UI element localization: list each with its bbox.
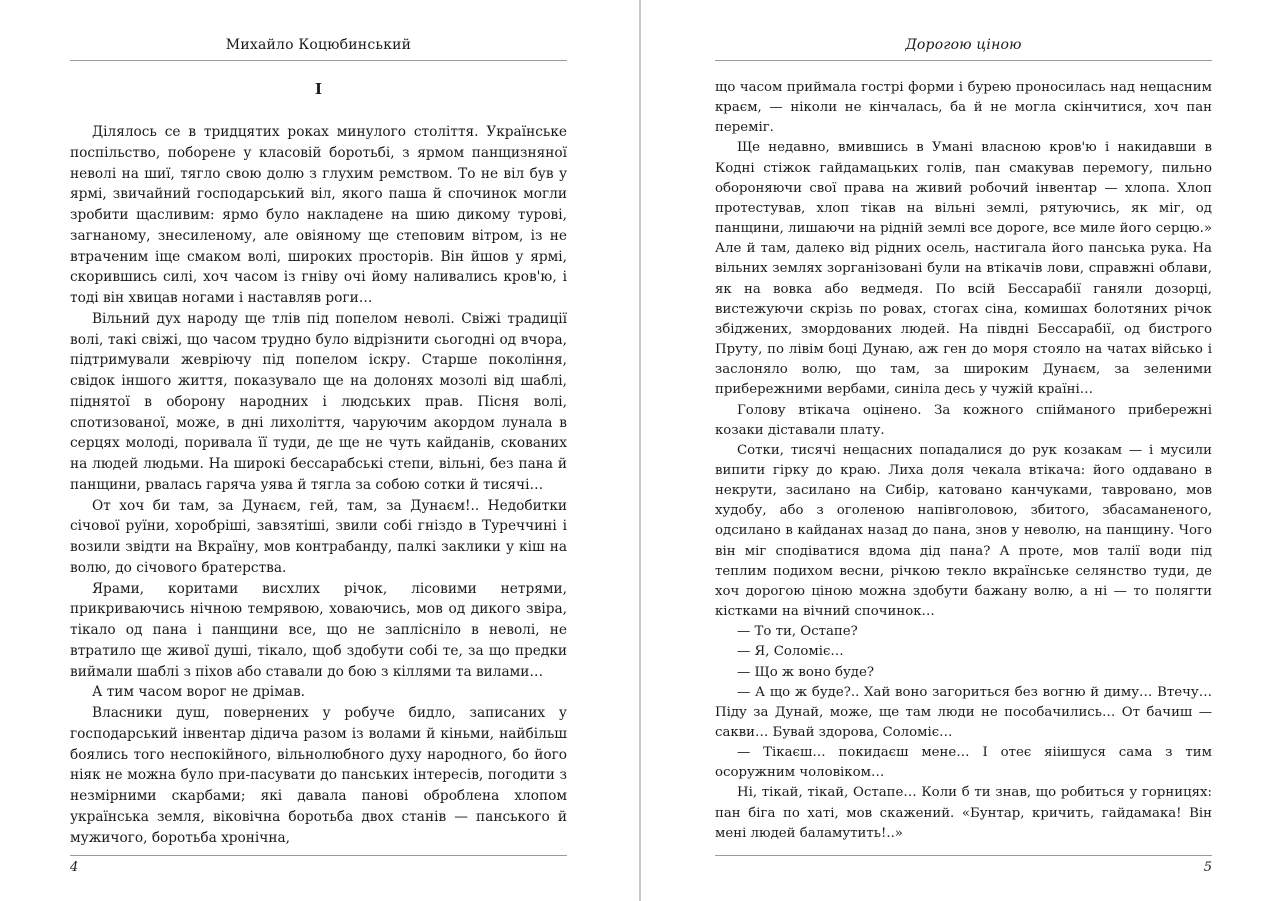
page-number: 4 bbox=[70, 860, 79, 875]
body-text bbox=[70, 122, 567, 848]
paragraph: А тим часом ворог не дрімав. bbox=[92, 684, 305, 701]
chapter-number: I bbox=[314, 80, 323, 98]
footer-rule bbox=[715, 855, 1212, 856]
paragraph: Ні, тікай, тікай, Остапе… Коли б ти знав, що робиться у горницях: пан біга по хаті, мов скажений. «Бунтар, кричить, гайдамака! Він мені людей баламутить!..» bbox=[715, 785, 1212, 841]
dialogue-line: — А що ж буде?.. Хай воно загориться без вогню й диму… Втечу… Піду за Дунай, може, ще там люди не пособачились… От бачиш — сакви… Бувай здорова, Соломіє… bbox=[715, 684, 1212, 740]
paragraph: Вільний дух народу ще тлів під попелом неволі. Свіжі традиції волі, такі свіжі, що часом трудно було відрізнити сьогодні од вчора, підтримували жевріючу під попелом іскру. Старше покоління, свідок іншого життя, показувало ще на долонях мозолі від шаблі, піднятої в оборону народних і людських прав. Пісня волі, спотизованої, може, в дні лихоліття, чаруючим акордом лунала в серцях молоді, поривала її туди, де ще не чуть кайданів, скованих на людей людьми. На широкі бессарабські степи, вільні, без пана й панщини, рвалась гаряча уява й тягла за собою сотки й тисячі… bbox=[70, 310, 567, 493]
right-page bbox=[641, 0, 1280, 901]
paragraph: Голову втікача оцінено. За кожного спійманого прибережні козаки діставали плату. bbox=[715, 402, 1212, 438]
dialogue-line: — Тікаєш… покидаєш мене… І отеє яііишуся сама з тим осоружним чоловіком… bbox=[715, 745, 1212, 781]
paragraph: Власники душ, повернених у робуче бидло, записаних у господарський інвентар дідича разом із волами й кіньми, найбільш боялись того неспокійного, вільнолюбного духу народного, бо його ніяк не можна було при-пасувати до панських інтересів, погодити з незмірними скарбами; які давала панові оброблена хлопом українська земля, віковічна боротьба двох станів — панського й мужичого, боротьба хронічна, bbox=[70, 705, 567, 846]
running-head-author: Михайло Коцюбинський bbox=[225, 37, 412, 53]
paragraph: От хоч би там, за Дунаєм, гей, там, за Дунаєм!.. Недобитки січової руїни, хоробріші, завзятіші, звили собі гніздо в Туреччині і возили звідти на Вкраїну, мов контрабанду, палкі заклики у кіш на волю, до січового братерства. bbox=[70, 497, 567, 576]
paragraph: Сотки, тисячі нещасних попадалися до рук козакам — і мусили випити гірку до краю. Лиха доля чекала втікача: його оддавано в некрути, засилано на Сибір, катовано канчуками, тавровано, мов худобу, або з оголеною напівголовою, збитого, збасаманеного, одсилано в кайданах назад до пана, знов у неволю, на панщину. Чого він міг сподіватися вдома дід пана? А проте, мов талії води під теплим подихом весни, річкою текло вкраїнське селянство туди, де хоч дорогою ціною можна здобути бажану волю, а ні — то полягти кістками на вічний спочинок… bbox=[715, 442, 1212, 620]
dialogue-line: — Що ж воно буде? bbox=[737, 664, 874, 680]
running-head-title: Дорогою ціною bbox=[905, 37, 1022, 53]
dialogue-line: — Я, Соломіє… bbox=[737, 644, 844, 660]
dialogue-line: — То ти, Остапе? bbox=[737, 624, 858, 640]
paragraph: Ярами, коритами висхлих річок, лісовими нетрями, прикриваючись нічною темрявою, ховаючись, мов од дикого звіра, тікало од пана і панщини все, що не заплісніло в неволі, не втратило ще живої душі, тікало, щоб здобути собі те, за що предки виймали шаблі з піхов або ставали до бою з кіллями та вилами… bbox=[70, 580, 567, 680]
page-number: 5 bbox=[1203, 860, 1212, 875]
paragraph-continuation: що часом приймала гострі форми і бурею проносилась над нещасним краєм, — ніколи не кінчалась, ба й не могла скінчитися, хоч пан переміг. bbox=[715, 80, 1212, 136]
body-text bbox=[715, 78, 1212, 844]
header-rule bbox=[715, 60, 1212, 61]
footer-rule bbox=[70, 855, 567, 856]
paragraph: Ще недавно, вмившись в Умані власною кров'ю і накидавши в Кодні стіжок гайдамацьких голів, пан смакував перемогу, пильно обороняючи свої права на живий робочий інвентар — хлопа. Хлоп протестував, хлоп тікав на вільні землі, рятуючись, як міг, од панщини, лишаючи на рідній землі все дороге, все миле його серцю.» Але й там, далеко від рідних осель, настигала його панська рука. На вільних землях зорганізовані були на втікачів лови, справжні облави, як на вовка або ведмедя. По всій Бессарабії ганяли дозорці, вистежуючи скрізь по ровах, стогах сіна, комишах болотяних річок збіджених, змордованих людей. На півдні Бессарабії, од бистрого Пруту, по лівім боці Дунаю, аж ген до моря стояло на чатах військо і заслоняло волю, що там, за широким Дунаєм, за зеленими прибережними вербами, синіла десь у чужій країні… bbox=[715, 140, 1212, 398]
header-rule bbox=[70, 60, 567, 61]
paragraph: Ділялось се в тридцятих роках минулого століття. Українське поспільство, поборене у класовій боротьбі, з ярмом панщизняної неволі на шиї, тягло свою долю з глухим ремством. То не віл був у ярмі, звичайний господарський віл, якого паша й спочинок могли зробити щасливим: ярмо було накладене на шию дикому турові, загнаному, знесиленому, але овіяному ще степовим вітром, із не втраченим іще смаком волі, широких просторів. Він йшов у ярмі, скорившись силі, хоч часом із гніву очі йому наливались кров'ю, і тоді він хвицав ногами і наставляв роги… bbox=[70, 124, 567, 306]
